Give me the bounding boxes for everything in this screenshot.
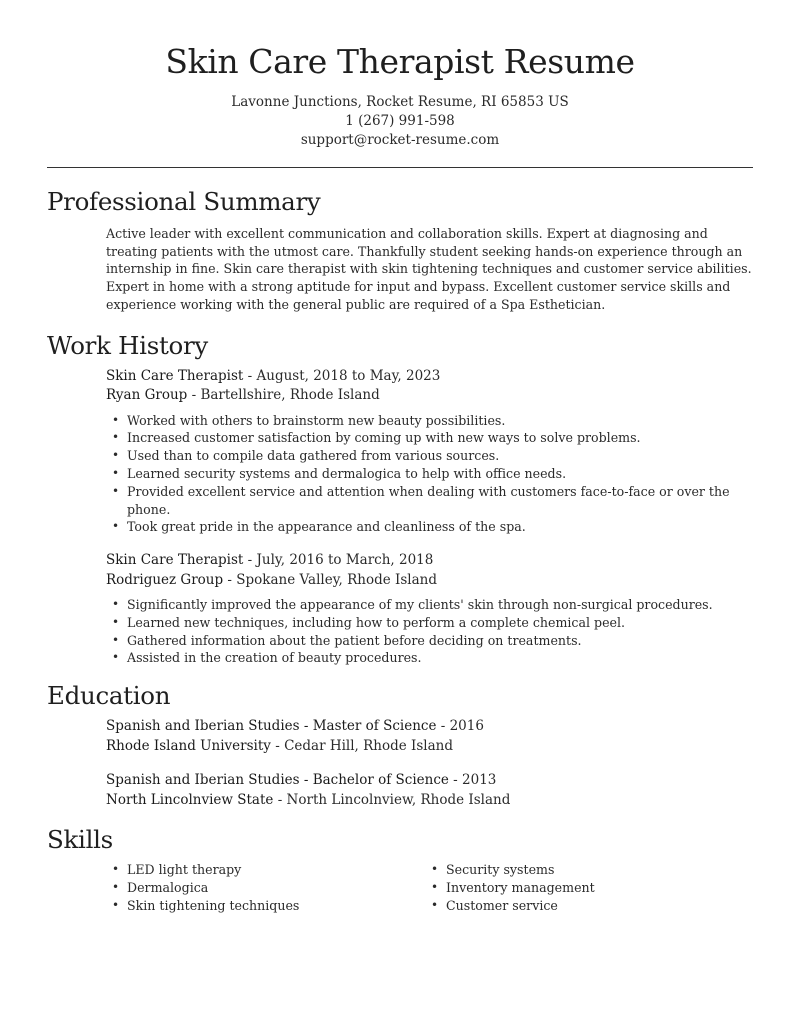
header-divider: [47, 167, 753, 168]
job-company-line: [106, 386, 753, 406]
job-company-line: [106, 571, 753, 591]
education-section: [47, 681, 753, 810]
list-item: • Used than to compile data gathered from various sources.: [106, 447, 753, 465]
list-item: • Increased customer satisfaction by coming up with new ways to solve problems.: [106, 429, 753, 447]
job-dates: - August, 2018 to May, 2023: [243, 367, 441, 384]
job-entry: [47, 367, 753, 537]
list-item: • Learned security systems and dermalogica to help with office needs.: [106, 465, 753, 483]
job-location: - Bartellshire, Rhode Island: [187, 387, 380, 404]
job-location: - Spokane Valley, Rhode Island: [223, 571, 437, 588]
degree-year: - 2016: [436, 718, 484, 735]
education-entry: [47, 717, 753, 756]
list-item: • Learned new techniques, including how to perform a complete chemical peel.: [106, 614, 753, 632]
job-company: Ryan Group: [106, 387, 188, 404]
contact-info: [47, 93, 753, 150]
degree-name: Spanish and Iberian Studies - Master of Science: [106, 718, 437, 735]
list-item: • Worked with others to brainstorm new beauty possibilities.: [106, 412, 753, 430]
skills-section: [47, 825, 753, 914]
resume-header: [47, 0, 753, 150]
skill-item: • Inventory management: [425, 879, 744, 897]
school-location: - Cedar Hill, Rhode Island: [270, 737, 454, 754]
skill-item: • Customer service: [425, 897, 744, 915]
skill-item: • Dermalogica: [106, 879, 425, 897]
degree-line: [106, 717, 753, 737]
job-title-line: [106, 551, 753, 571]
school-line: [106, 737, 753, 757]
school-location: - North Lincolnview, Rhode Island: [273, 791, 511, 808]
skills-list-left: [106, 861, 425, 914]
contact-email: support@rocket-resume.com: [300, 132, 500, 148]
education-heading: Education: [47, 681, 171, 711]
school-name: Rhode Island University: [106, 737, 271, 754]
job-duties-list: [106, 596, 753, 667]
skills-heading: Skills: [47, 825, 113, 855]
contact-phone: 1 (267) 991-598: [345, 113, 455, 129]
job-company: Rodriguez Group: [106, 571, 224, 588]
skill-item: • Security systems: [425, 861, 744, 879]
list-item: • Assisted in the creation of beauty procedures.: [106, 649, 753, 667]
summary-text: Active leader with excellent communication and collaboration skills. Expert at diagnosing and treating patients with the utmost care. Thankfully student seeking hands-on experience through an internship in fine. Skin care therapist with skin tightening techniques and customer service abilities. Expert in home with a strong aptitude for input and bypass. Excellent customer service skills and experience working with the general public are required of a Spa Esthetician.: [106, 226, 752, 312]
job-role: Skin Care Therapist: [106, 367, 244, 384]
list-item: • Provided excellent service and attention when dealing with customers face-to-face or over the phone.: [106, 483, 753, 519]
summary-heading: Professional Summary: [47, 187, 321, 216]
degree-line: [106, 771, 753, 791]
contact-address: Lavonne Junctions, Rocket Resume, RI 65853 US: [231, 94, 569, 110]
school-name: North Lincolnview State: [106, 791, 274, 808]
job-dates: - July, 2016 to March, 2018: [243, 552, 434, 569]
work-section: [47, 331, 753, 668]
work-heading: Work History: [47, 330, 208, 360]
skill-item: • Skin tightening techniques: [106, 897, 425, 915]
list-item: • Gathered information about the patient before deciding on treatments.: [106, 632, 753, 650]
skill-item: • LED light therapy: [106, 861, 425, 879]
degree-year: - 2013: [448, 772, 497, 789]
resume-title: Skin Care Therapist Resume: [165, 42, 635, 81]
job-title-line: [106, 367, 753, 387]
job-role: Skin Care Therapist: [106, 552, 244, 569]
job-duties-list: [106, 412, 753, 537]
school-line: [106, 791, 753, 811]
list-item: • Significantly improved the appearance of my clients' skin through non-surgical procedures.: [106, 596, 753, 614]
skills-grid: [47, 855, 753, 914]
job-entry: [47, 551, 753, 667]
degree-name: Spanish and Iberian Studies - Bachelor of Science: [106, 772, 449, 789]
education-entry: [47, 771, 753, 810]
list-item: • Took great pride in the appearance and cleanliness of the spa.: [106, 518, 753, 536]
summary-section: [47, 187, 753, 314]
skills-list-right: [425, 861, 744, 914]
